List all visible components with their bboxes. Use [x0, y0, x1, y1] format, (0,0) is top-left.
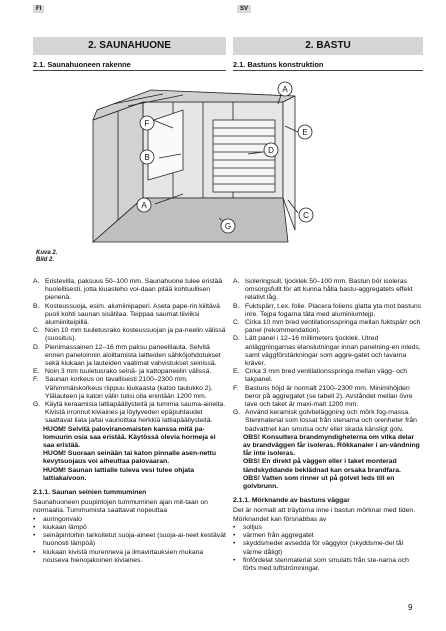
bullet-item: • solljus: [233, 523, 262, 531]
list-item: G. Använd keramisk golvbeläggning och mörk fog-massa. Stenmaterial som lossat från stenarna och orenheter från badvattnet kan smutsa och/ eller skada känsligt golv.: [233, 409, 417, 433]
intro-text-fi: Saunahuoneen puupintojen tummuminen ajan mit-taan on normaalia. Tummumista saattavat nopeuttaa: [33, 499, 208, 515]
wall-panel: [213, 120, 275, 192]
bullet-item: • kiukaan lämpö: [33, 523, 87, 531]
list-item: G. Käytä keraamisia lattiapäällysteitä ja tummia sauma-aineita. Kivistä irronnut kiviaines ja löylyveden epäpuhtaudet saattavat liata ja/tai vaurioittaa herkkiä lattiapäällysteitä.: [33, 401, 226, 425]
warning-note: HUOM! Saunan lattialle tuleva vesi tulee ohjata lattiakaivoon.: [43, 466, 195, 482]
bullet-item: • skyddsmedel avsedda för väggytor (skyddsme-del tål värme dåligt): [233, 540, 404, 556]
list-item: F. Bastuns höjd är normalt 2100–2300 mm. Minimihöjden beror på aggregatet (se tabell 2). Avståndet mellan övre lave och taket är maxi-malt 1200 mm.: [233, 384, 413, 409]
warning-note: OBS! Konsultera brandmyndigheterna om vilka delar av brandväggen får isoleras. Rökkanaler i an-vändning får inte isoleras.: [243, 433, 420, 458]
svg-text:D: D: [268, 146, 274, 155]
right-wall: [283, 96, 295, 230]
svg-text:F: F: [144, 119, 150, 128]
list-item: D. Lätt panel i 12–16 millimeters tjocklek. Utred anläggningarnas elanslutningar innan panelning-en inleds, samt väggförstärkningar som aggre-gatet och lavarna kräver.: [233, 335, 421, 368]
label-g: [221, 219, 235, 233]
bullet-item: • värmen från aggregatet: [233, 532, 314, 540]
label-a-top: [278, 82, 292, 96]
svg-text:E: E: [302, 128, 308, 137]
list-item: B. Kosteussuoja, esim. alumiinipaperi. Aseta pape-rin kiiltävä puoli kohti saunan sisätilaa. Teippaa saumat tiiviiksi alumiiniteipillä.: [33, 302, 220, 327]
language-tag-fi: FI: [33, 5, 44, 13]
page-number: 9: [408, 603, 413, 612]
warning-note: OBS! Vatten som rinner ut på golvet leds till en golvbrunn.: [243, 474, 395, 491]
svg-text:G: G: [224, 222, 232, 231]
intro-text-sv: Det är normalt att träytorna inne i bastun mörknar med tiden. Mörknandet kan försnabbas av: [233, 507, 416, 523]
warning-note: HUOM! Suoraan seinään tai katon pinnalle asen-nettu kevytsuojaus voi aiheuttaa palovaaran.: [43, 450, 216, 466]
column-sv: [233, 278, 423, 573]
subsection-title-fi: 2.1. Saunahuoneen rakenne: [33, 60, 131, 69]
section-title-fi: 2. SAUNAHUONE: [33, 37, 226, 55]
label-a-bottom: [137, 198, 151, 212]
label-f: [140, 116, 154, 130]
label-c: [299, 208, 313, 222]
subsubsection-title-sv: 2.1.1. Mörknande av bastuns väggar: [233, 497, 350, 505]
column-fi: [33, 278, 226, 565]
label-e: [298, 125, 312, 139]
subsubsection-title-fi: 2.1.1. Saunan seinien tummuminen: [33, 489, 147, 497]
svg-text:A: A: [141, 201, 147, 210]
list-item: F. Saunan korkeus on tavallisesti 2100–2300 mm. Vähimmäiskorkeus riippuu kiukaasta (katso taulukko 2). Ylälauteen ja katon välin tulisi olla enintään 1200 mm.: [33, 376, 213, 400]
subsection-title-sv: 2.1. Bastuns konstruktion: [233, 60, 324, 69]
language-tag-sv: SV: [237, 5, 251, 13]
figure-caption: [36, 250, 57, 264]
list-item: A. Eristevilla, paksuus 50–100 mm. Saunahuone tulee eristää huolellisesti, jotta kiuasteho voi-daan pitää kohtuullisen pienenä.: [33, 278, 223, 302]
label-d: [264, 143, 278, 157]
svg-text:C: C: [303, 211, 309, 220]
divider-sv: [233, 70, 423, 71]
warning-note: HUOM! Selvitä paloviranomaisten kanssa mitä pa-lomuurin osia saa eristää. Käytössä olevia hormeja ei saa eristää.: [43, 425, 216, 450]
bullet-item: • kiukaan kivistä murenneva ja ilmavirtauksien mukana nouseva hienojakoinen kiviaines.: [33, 548, 204, 564]
list-item: D. Pienimassainen 12–16 mm paksu paneelilauta. Selvitä ennen paneloinnin aloittamista laitteiden sähköjohdotukset sekä kiukaan ja lauteiden vaatimat vahvistukset seinissä.: [33, 343, 221, 368]
label-b: [140, 150, 154, 164]
divider-fi: [33, 70, 226, 71]
bullet-item: • finfördelat stenmaterial som smulats från ste-narna och förts med luftströmningar.: [233, 556, 409, 572]
section-title-sv: 2. BASTU: [233, 37, 423, 55]
bullet-item: • auringonvalo: [33, 515, 82, 523]
list-item: E. Noin 3 mm tuuletusrako seinä- ja kattopaneelin välissä.: [33, 368, 212, 376]
list-item: C. Noin 10 mm tuuletusrako kosteussuojan ja pa-neelin välissä (suositus).: [33, 327, 226, 343]
bullet-item: • seinäpintoihin tarkoitetut suoja-aineet (suoja-ai-neet kestävät huonosti lämpöä): [33, 532, 226, 548]
list-item: B. Fuktspärr, t.ex. folie. Placera foliens glatta yta mot bastuns inre. Tejpa fogarna täta med aluminiumtejp.: [233, 302, 422, 318]
warning-note: OBS! En direkt på väggen eller i taket monterad tändskyddande beklädnad kan orsaka brandfara.: [243, 458, 401, 474]
list-item: A. Isoleringsull, tjocklek 50–100 mm. Bastun bör isoleras omsorgsfullt för att kunna hålla bastu-aggregatets effekt relativt låg.: [233, 278, 413, 302]
svg-text:B: B: [144, 153, 150, 162]
list-item: C. Cirka 10 mm bred ventilationsspringa mellan fuktspärr och panel (rekommendation).: [233, 319, 421, 335]
svg-text:A: A: [282, 85, 288, 94]
caption-fi: Kuva 2.: [36, 250, 58, 256]
caption-sv: Bild 2.: [36, 257, 55, 263]
sauna-construction-figure: [33, 80, 423, 270]
list-item: E. Cirka 3 mm bred ventilationsspringa mellan vägg- och takpanel.: [233, 368, 408, 384]
